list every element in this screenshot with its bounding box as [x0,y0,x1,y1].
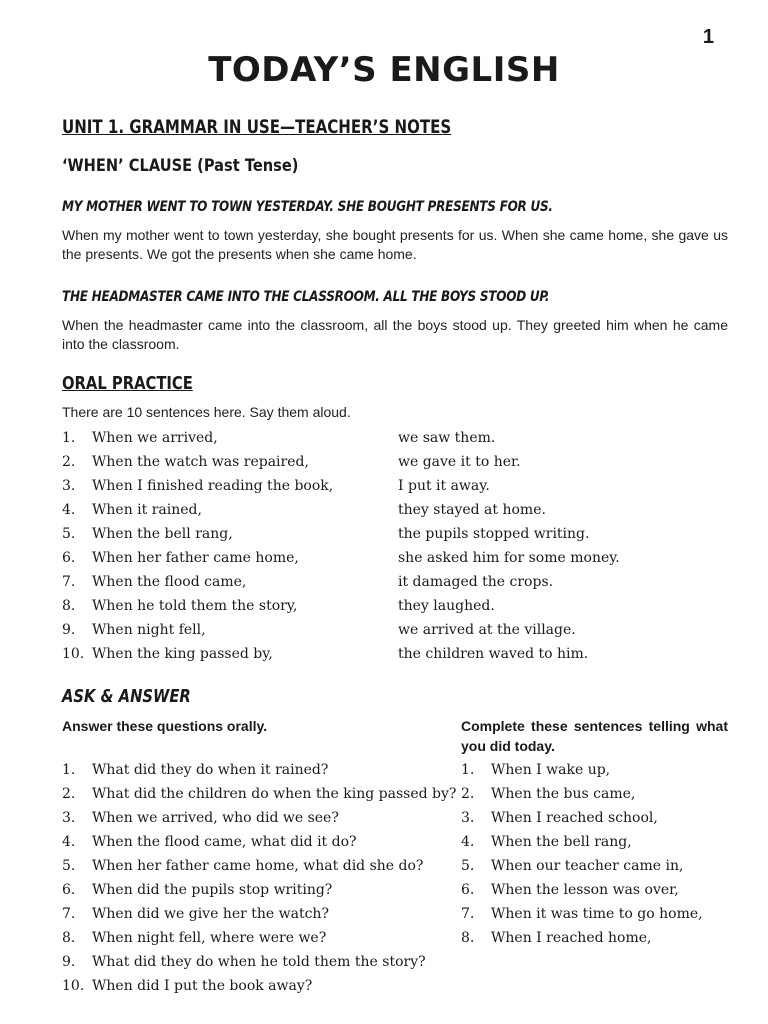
completion-item-text: When I reached home, [491,930,652,946]
page-title: TODAY’S ENGLISH [208,50,560,90]
when-clause: When her father came home, [92,550,299,566]
main-clause: the pupils stopped writing. [398,526,590,542]
main-clause: she asked him for some money. [398,550,620,566]
page-number: 1 [702,26,714,48]
item-number: 4. [461,834,475,850]
question-item-text: When we arrived, who did we see? [92,810,339,826]
item-number: 1. [62,430,76,446]
main-clause: we arrived at the village. [398,622,576,638]
oral-practice-item [0,646,768,670]
item-number: 4. [62,502,76,518]
item-number: 6. [62,550,76,566]
completion-item-text: When the bell rang, [491,834,632,850]
when-clause: When the watch was repaired, [92,454,309,470]
oral-practice-item [0,478,768,502]
when-clause: When it rained, [92,502,202,518]
example-2-heading: THE HEADMASTER CAME INTO THE CLASSROOM. ALL THE BOYS STOOD UP. [62,289,550,305]
item-number: 1. [461,762,475,778]
item-number: 1. [62,762,76,778]
when-clause: When the bell rang, [92,526,233,542]
oral-practice-item [0,574,768,598]
item-number: 7. [62,574,76,590]
item-number: 3. [461,810,475,826]
question-item-text: What did they do when he told them the story? [92,954,426,970]
item-number: 6. [461,882,475,898]
completion-item-text: When our teacher came in, [491,858,684,874]
when-clause: When he told them the story, [92,598,298,614]
oral-practice-item [0,526,768,550]
main-clause: they laughed. [398,598,495,614]
item-number: 8. [461,930,475,946]
item-number: 8. [62,930,76,946]
when-clause: When the king passed by, [92,646,273,662]
main-clause: we saw them. [398,430,496,446]
question-item-text: What did they do when it rained? [92,762,329,778]
item-number: 7. [461,906,475,922]
oral-practice-intro: There are 10 sentences here. Say them aloud. [62,404,351,420]
completion-item-text: When the lesson was over, [491,882,679,898]
ask-answer-heading: ASK & ANSWER [62,686,191,707]
oral-practice-item [0,622,768,646]
item-number: 8. [62,598,76,614]
question-item-text: What did the children do when the king passed by? [92,786,457,802]
item-number: 9. [62,954,76,970]
item-number: 5. [62,858,76,874]
right-instruction: Complete these sentences telling what you did today. [461,718,728,754]
question-item-text: When the flood came, what did it do? [92,834,357,850]
question-item-text: When night fell, where were we? [92,930,327,946]
item-number: 3. [62,810,76,826]
oral-practice-item [0,502,768,526]
completion-item-text: When it was time to go home, [491,906,703,922]
completion-item-text: When I reached school, [491,810,658,826]
main-clause: they stayed at home. [398,502,546,518]
oral-practice-item [0,430,768,454]
main-clause: the children waved to him. [398,646,589,662]
question-item-text: When did we give her the watch? [92,906,329,922]
when-clause: When the flood came, [92,574,247,590]
unit-heading: UNIT 1. GRAMMAR IN USE—TEACHER’S NOTES [62,116,452,138]
main-clause: we gave it to her. [398,454,521,470]
item-number: 5. [62,526,76,542]
item-number: 6. [62,882,76,898]
subheading: ‘WHEN’ CLAUSE (Past Tense) [62,156,299,176]
oral-practice-item [0,598,768,622]
left-instruction: Answer these questions orally. [62,718,268,734]
item-number: 5. [461,858,475,874]
question-item-text: When did I put the book away? [92,978,313,994]
example-2-text: When the headmaster came into the classroom, all the boys stood up. They greeted him when he came into the classroom. [62,317,728,352]
oral-practice-heading: ORAL PRACTICE [62,373,193,394]
main-clause: I put it away. [398,478,490,494]
item-number: 2. [62,786,76,802]
example-1-heading: MY MOTHER WENT TO TOWN YESTERDAY. SHE BOUGHT PRESENTS FOR US. [62,199,553,215]
item-number: 2. [461,786,475,802]
when-clause: When night fell, [92,622,206,638]
when-clause: When I finished reading the book, [92,478,334,494]
main-clause: it damaged the crops. [398,574,554,590]
when-clause: When we arrived, [92,430,218,446]
item-number: 10. [62,978,85,994]
completion-item-text: When I wake up, [491,762,611,778]
item-number: 9. [62,622,76,638]
example-1-text: When my mother went to town yesterday, she bought presents for us. When she came home, she gave us the presents. We got the presents when she came home. [62,227,728,262]
item-number: 3. [62,478,76,494]
item-number: 4. [62,834,76,850]
item-number: 7. [62,906,76,922]
oral-practice-item [0,454,768,478]
oral-practice-item [0,550,768,574]
completion-item-text: When the bus came, [491,786,636,802]
question-item-text: When did the pupils stop writing? [92,882,333,898]
item-number: 10. [62,646,85,662]
question-item-text: When her father came home, what did she do? [92,858,424,874]
item-number: 2. [62,454,76,470]
